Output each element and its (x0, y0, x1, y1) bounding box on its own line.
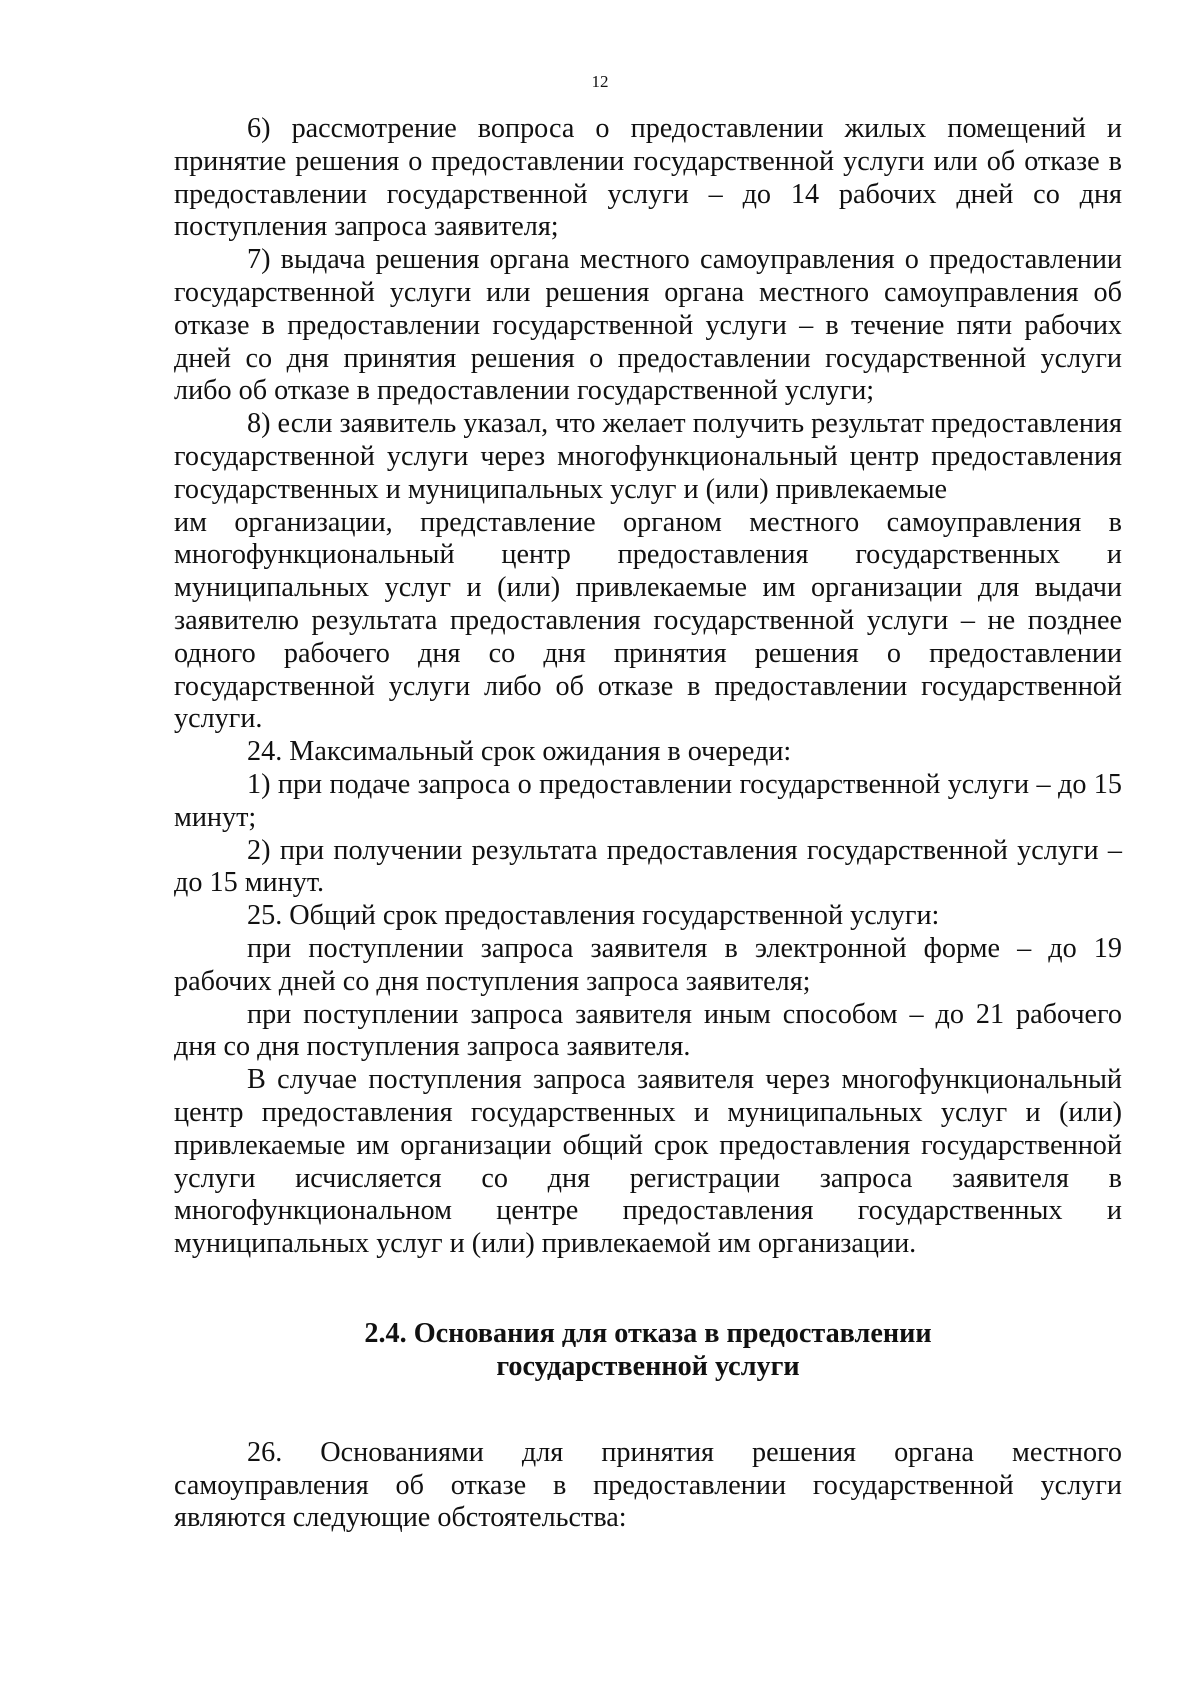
section-heading-line-1: 2.4. Основания для отказа в предоставлении (364, 1317, 932, 1349)
paragraph-25-electronic: при поступлении запроса заявителя в электронной форме – до 19 рабочих дней со дня поступления запроса заявителя; (174, 932, 1122, 997)
paragraph-item-8: 8) если заявитель указал, что желает получить результат предоставления государственной услуги через многофункциональный центр предоставления государственных и муниципальных услуг и (или) привлекаемые (174, 408, 1122, 505)
paragraph-24-item-1: 1) при подаче запроса о предоставлении государственной услуги – до 15 минут; (174, 768, 1122, 833)
paragraph-24-title: 24. Максимальный срок ожидания в очереди: (247, 736, 792, 768)
paragraph-24-item-2: 2) при получении результата предоставления государственной услуги – до 15 минут. (174, 834, 1122, 899)
paragraph-26: 26. Основаниями для принятия решения органа местного самоуправления об отказе в предоставлении государственной услуги являются следующие обстоятельства: (174, 1436, 1122, 1534)
page-number: 12 (591, 72, 609, 91)
paragraph-item-6: 6) рассмотрение вопроса о предоставлении жилых помещений и принятие решения о предоставлении государственной услуги или об отказе в предоставлении государственной услуги – до 14 рабочих дней со дня поступления запроса заявителя; (174, 113, 1122, 243)
section-heading (174, 1317, 1122, 1383)
paragraph-item-8-continued: им организации, представление органом местного самоуправления в многофункциональный центр предоставления государственных и муниципальных услуг и (или) привлекаемые им организации для выдачи заявителю результата предоставления государственной услуги – не позднее одного рабочего дня со дня принятия решения о предоставлении государственной услуги либо об отказе в предоставлении государственной услуги. (174, 506, 1122, 735)
paragraph-25-other: при поступлении запроса заявителя иным способом – до 21 рабочего дня со дня поступления запроса заявителя. (174, 998, 1122, 1063)
paragraph-25-title: 25. Общий срок предоставления государственной услуги: (247, 900, 940, 932)
section-heading-line-2: государственной услуги (496, 1350, 800, 1382)
paragraph-25-mfc: В случае поступления запроса заявителя через многофункциональный центр предоставления государственных и муниципальных услуг и (или) привлекаемые им организации общий срок предоставления государственной услуги исчисляется со дня регистрации запроса заявителя в многофункциональном центре предоставления государственных и муниципальных услуг и (или) привлекаемой им организации. (174, 1064, 1122, 1260)
paragraph-item-7: 7) выдача решения органа местного самоуправления о предоставлении государственной услуги или решения органа местного самоуправления об отказе в предоставлении государственной услуги – в течение пяти рабочих дней со дня принятия решения о предоставлении государственной услуги либо об отказе в предоставлении государственной услуги; (174, 244, 1122, 407)
document-body (174, 113, 1122, 1535)
